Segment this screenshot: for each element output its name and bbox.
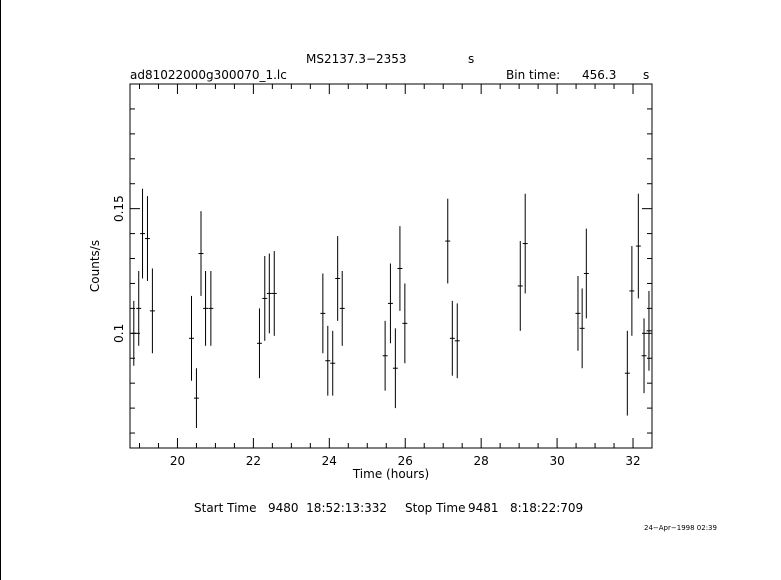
data-point xyxy=(523,194,528,294)
data-point xyxy=(194,368,199,428)
file-name: ad81022000g300070_1.lc xyxy=(130,68,287,82)
data-point xyxy=(397,226,402,311)
data-point xyxy=(208,271,213,346)
data-point xyxy=(262,256,267,341)
start-time-label: Start Time xyxy=(194,501,257,515)
data-point xyxy=(642,318,647,393)
y-tick-label: 0.15 xyxy=(112,195,126,223)
data-point xyxy=(325,326,330,396)
bin-time-unit: s xyxy=(643,68,650,82)
data-point xyxy=(383,321,388,391)
data-point xyxy=(388,264,393,344)
data-point xyxy=(518,241,523,331)
data-point xyxy=(330,331,335,396)
data-point xyxy=(199,211,204,296)
data-point xyxy=(145,196,150,281)
x-tick-label: 26 xyxy=(397,454,413,468)
data-point xyxy=(189,296,194,381)
data-point xyxy=(636,194,641,299)
data-point xyxy=(131,301,136,366)
data-point xyxy=(320,273,325,353)
x-tick-label: 28 xyxy=(473,454,489,468)
source-title: MS2137.3−2353 xyxy=(306,52,407,66)
data-point xyxy=(136,271,141,346)
stop-time-value: 9481 8:18:22:709 xyxy=(468,501,584,515)
x-tick-label: 22 xyxy=(245,454,262,468)
bin-time-label: Bin time: xyxy=(506,68,561,82)
data-point xyxy=(150,268,155,353)
x-axis-label: Time (hours) xyxy=(352,467,430,481)
bin-time-value: 456.3 xyxy=(582,68,617,82)
data-point xyxy=(267,254,272,334)
plot-timestamp: 24−Apr−1998 02:39 xyxy=(644,524,717,532)
x-tick-label: 32 xyxy=(625,454,641,468)
x-tick-label: 20 xyxy=(169,454,186,468)
data-point xyxy=(629,246,634,336)
data-point xyxy=(140,189,145,279)
y-tick-label: 0.1 xyxy=(112,323,126,343)
data-point xyxy=(445,199,450,284)
data-point xyxy=(340,271,345,346)
axis-ticks xyxy=(130,84,652,448)
x-tick-label: 24 xyxy=(321,454,337,468)
y-axis-label: Counts/s xyxy=(88,239,102,293)
data-point xyxy=(455,303,460,378)
data-point xyxy=(625,331,630,416)
data-points xyxy=(131,189,651,428)
data-point xyxy=(203,271,208,346)
data-point xyxy=(576,276,581,351)
data-point xyxy=(393,328,398,408)
start-time-value: 9480 18:52:13:332 xyxy=(268,501,388,515)
x-tick-label: 30 xyxy=(549,454,565,468)
stop-time-label: Stop Time xyxy=(405,501,466,515)
plot-frame xyxy=(130,84,652,448)
data-point xyxy=(450,301,455,376)
data-point xyxy=(335,236,340,321)
source-title-unit: s xyxy=(468,52,475,66)
data-point xyxy=(584,229,589,319)
data-point xyxy=(272,251,277,336)
data-point xyxy=(257,308,262,378)
data-point xyxy=(580,288,585,368)
data-point xyxy=(402,283,407,363)
